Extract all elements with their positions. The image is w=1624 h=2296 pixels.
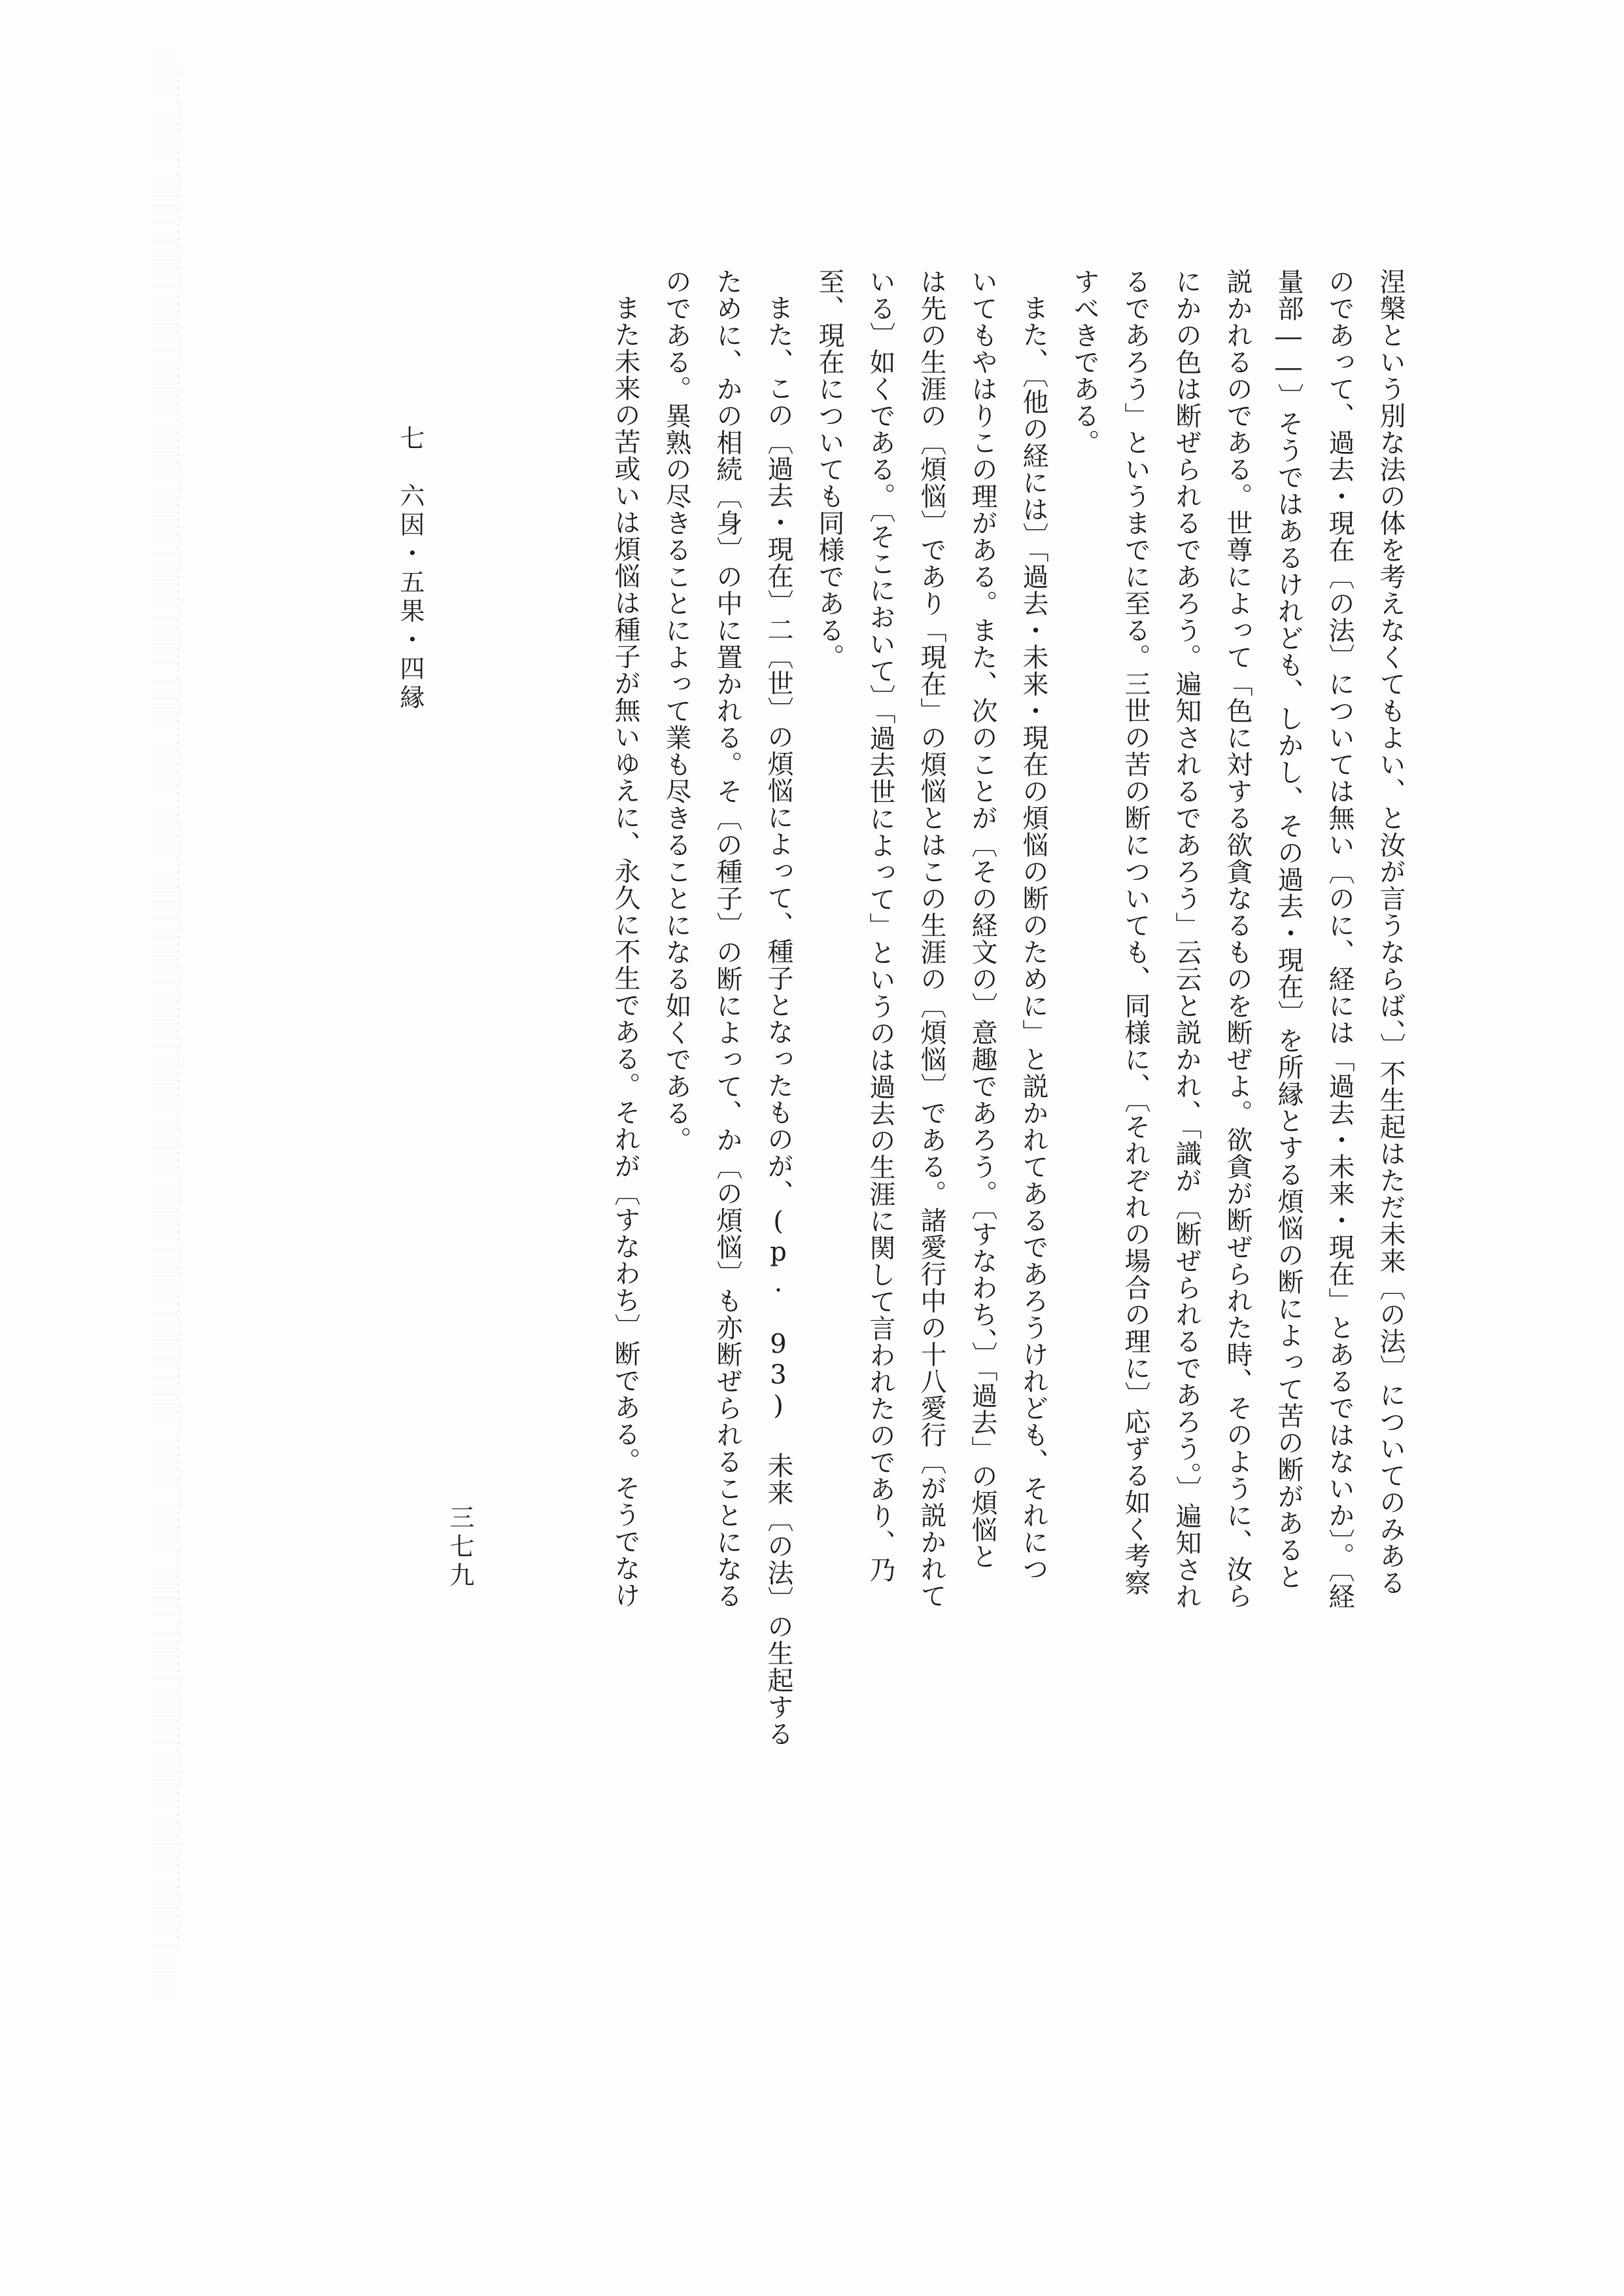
body-text [600,268,1416,1838]
text-column: 至、現在についても同様である。 [814,268,844,670]
text-column: るであろう」というまでに至る。三世の苦の断についても、同様に、〔それぞれの場合の理に〕応ずる如く考察 [1120,268,1150,1596]
text-column: 説かれるのである。世尊によって「色に対する欲貪なるものを断ぜよ。欲貪が断ぜられた時、そのように、汝ら [1222,268,1253,1609]
text-column: 涅槃という別な法の体を考えなくてもよい、と汝が言うならば、〕不生起はただ未来〔の法〕についてのみある [1375,268,1406,1596]
text-column: また、〔他の経には〕「過去・未来・現在の煩悩の断のために」と説かれてあるであろうけれども、それにつ [1018,294,1048,1582]
scan-edge-speckle [150,39,177,2002]
text-column: のである。異熟の尽きることによって業も尽きることになる如くである。 [661,268,691,1153]
text-column: ために、かの相続〔身〕の中に置かれる。そ〔の種子〕の断によって、か〔の煩悩〕も亦断ぜられることになる [712,268,742,1609]
text-column: 量部――〕そうではあるけれども、しかし、その過去・現在〕を所縁とする煩悩の断によって苦の断があると [1273,268,1304,1590]
scan-edge-line [178,65,179,1949]
text-column: いてもやはりこの理がある。また、次のことが〔その経文の〕意趣であろう。〔すなわち、〕「過去」の煩悩と [967,268,997,1570]
text-column: いる〕如くである。〔そこにおいて〕「過去世によって」というのは過去の生涯に関して言われたのであり、乃 [865,268,895,1583]
text-column: は先の生涯の〔煩悩〕であり「現在」の煩悩とはこの生涯の〔煩悩〕である。諸愛行中の十八愛行〔が説かれて [916,268,946,1609]
text-column: また、この〔過去・現在〕二〔世〕の煩悩によって、種子となったものが、(p. 93) 未来〔の法〕の生起する [763,294,793,1747]
text-column: また未来の苦或いは煩悩は種子が無いゆえに、永久に不生である。それが〔すなわち〕断である。そうでなけ [610,294,640,1609]
text-column: すべきである。 [1069,268,1099,456]
text-column: にかの色は断ぜられるであろう。遍知されるであろう」云云と説かれ、「識が〔断ぜられるであろう。〕遍知され [1171,268,1201,1610]
chapter-header: 七 六因・五果・四縁 [396,425,424,713]
page-number: 三七九 [445,1505,474,1591]
text-column: のであって、過去・現在〔の法〕については無い〔のに、経には「過去・未来・現在」とあるではないか〕。〔経 [1324,268,1355,1610]
